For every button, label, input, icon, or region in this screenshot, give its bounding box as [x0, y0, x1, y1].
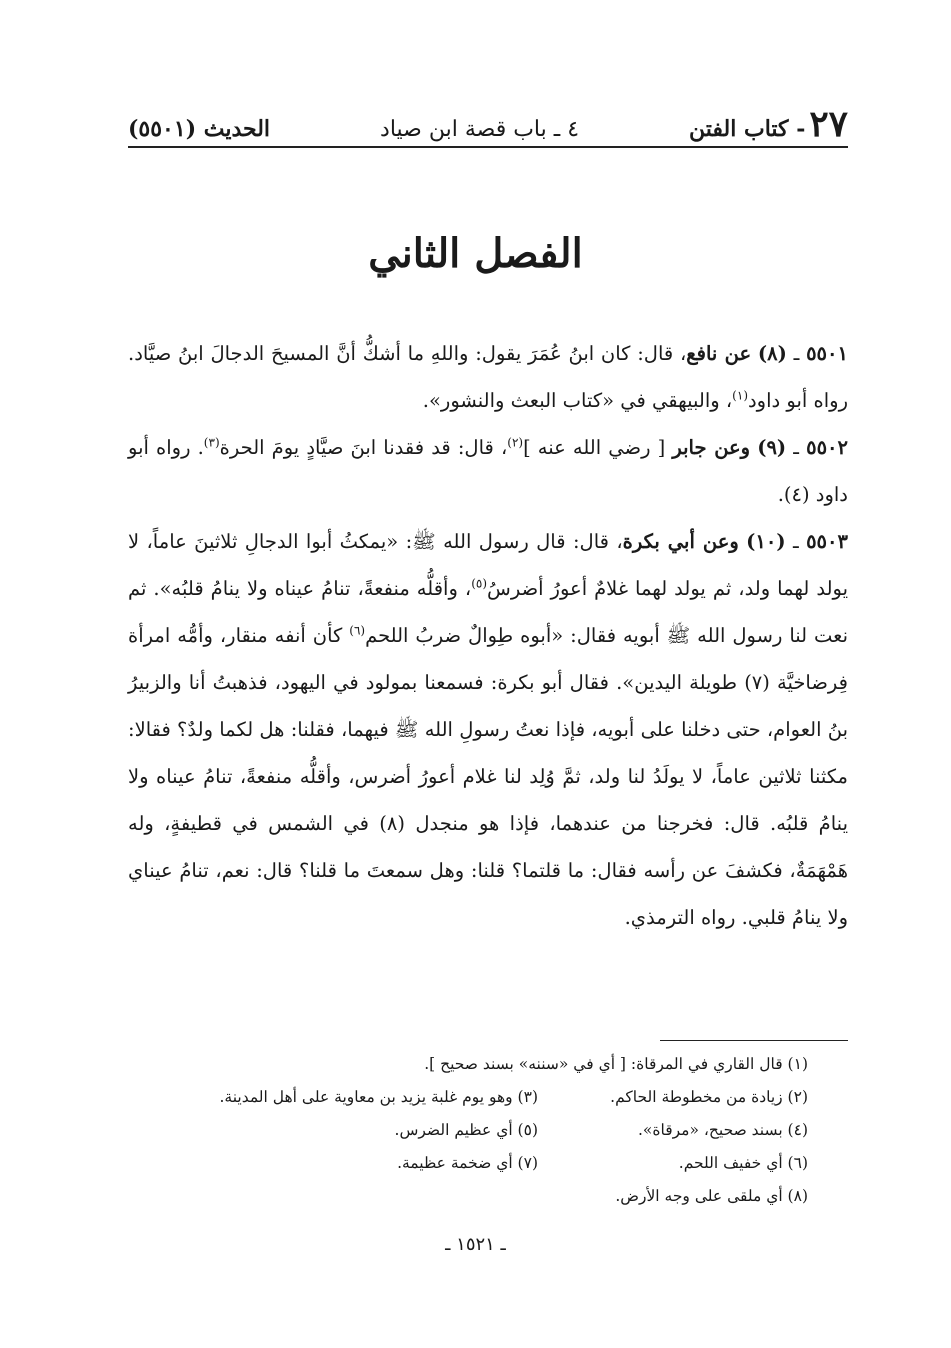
book-title [689, 103, 848, 145]
book-number: ٢٧ [809, 103, 848, 145]
footnotes [128, 1048, 808, 1213]
footnote: (٤) بسند صحيح، «مرقاة». [637, 1121, 808, 1139]
footnote: (٨) أي ملقى على وجه الأرض. [615, 1187, 808, 1205]
footnote-row [128, 1081, 808, 1114]
hadith-text: كأن أنفه منقار، وأمُّه امرأة فِرضاخيَّة (٧) طويلة اليدين». فقال أبو بكرة: فسمعنا بمولود في اليهود، فذهبتُ أنا والزبيرُ بنُ العوام، حتى دخلنا على أبويه، فإذا نعتُ رسولِ الله ﷺ فيهما، فقلنا: هل لكما ولدٌ؟ فقالا: مكثنا ثلاثين عاماً، لا يولَدُ لنا ولد، ثمَّ وُلِد لنا غلام أعورُ أضرس، وأقلُّه منفعةً، تنامُ عيناه ولا ينامُ قلبُه. قال: فخرجنا من عندهما، فإذا هو منجدل (٨) في الشمس في قطيفةٍ، وله هَمْهَمَةٌ، فكشفَ عن رأسه فقال: ما قلتما؟ قلنا: وهل سمعتَ ما قلنا؟ قال: نعم، تنامُ عيناي ولا ينامُ قلبي. رواه الترمذي. [128, 624, 848, 929]
hadith-text: ، قال: قال رسول الله ﷺ: «يمكثُ أبوا الدجالِ ثلاثينَ عاماً، لا يولد لهما ولد، ثم يولد لهما غلامٌ أعورُ أضرسُ [128, 530, 849, 600]
hadith-entry: ٥٥٠١ ـ (٨) عن نافع، قال: كان ابنُ عُمَرَ يقول: واللهِ ما أشكُّ أنَّ المسيحَ الدجالَ ابنُ صيَّاد. رواه أبو داود$^{(١)}$، والبيهقي في «كتاب البعث والنشور». [128, 342, 848, 412]
hadith-text: ، وأقلُّه منفعةً، تنامُ عيناه ولا ينامُ قلبُه». ثم نعت لنا رسول الله ﷺ أبويه فقال: «أبوه طِوالٌ ضربُ اللحم [128, 577, 849, 647]
hadith-text: . رواه أبو داود (٤). [128, 436, 848, 506]
footnote-divider [660, 1040, 848, 1041]
hadith-sub-number: (٩) [757, 436, 787, 459]
footnote-marker: (٦) [349, 623, 366, 638]
hadith-narrator: وعن أبي بكرة [622, 530, 739, 553]
hadith-text: ، قال: قد فقدنا ابنَ صيَّادٍ يومَ الحرة [219, 436, 508, 459]
footnote: (٣) وهو يوم غلبة يزيد بن معاوية على أهل المدينة. [219, 1088, 538, 1106]
chapter-title: ٤ ـ باب قصة ابن صياد [380, 117, 580, 142]
footnote-marker: (٥) [471, 576, 488, 591]
page-number: ـ ١٥٢١ ـ [445, 1234, 506, 1255]
footnote: (٧) أي ضخمة عظيمة. [397, 1154, 538, 1172]
hadith-reference: الحديث (٥٥٠١) [128, 116, 271, 142]
hadith-text: [ رضي الله عنه ] [523, 436, 666, 459]
footnote: (١) قال القاري في المرقاة: [ أي في «سننه» بسند صحيح ]. [424, 1055, 808, 1073]
hadith-number: ٥٥٠٣ [806, 530, 848, 553]
footnote: (٥) أي عظيم الضرس. [394, 1121, 538, 1139]
footnote-row [128, 1114, 808, 1147]
hadith-entry: ٥٥٠٣ ـ (١٠) وعن أبي بكرة، قال: قال رسول الله ﷺ: «يمكثُ أبوا الدجالِ ثلاثينَ عاماً، لا يولد لهما ولد، ثم يولد لهما غلامٌ أعورُ أضرسُ$^{(٥)}$، وأقلُّه منفعةً، تنامُ عيناه ولا ينامُ قلبُه». ثم نعت لنا رسول الله ﷺ أبويه فقال: «أبوه طِوالٌ ضربُ اللحم$^{(٦)}$ كأن أنفه منقار، وأمُّه امرأة فِرضاخيَّة (٧) طويلة اليدين». فقال أبو بكرة: فسمعنا بمولود في اليهود، فذهبتُ أنا والزبيرُ بنُ العوام، حتى دخلنا على أبويه، فإذا نعتُ رسولِ الله ﷺ فيهما، فقلنا: هل لكما ولدٌ؟ فقالا: مكثنا ثلاثين عاماً، لا يولَدُ لنا ولد، ثمَّ وُلِد لنا غلام أعورُ أضرس، وأقلُّه منفعةً، تنامُ عيناه ولا ينامُ قلبُه. قال: فخرجنا من عندهما، فإذا هو منجدل (٨) في الشمس في قطيفةٍ، وله هَمْهَمَةٌ، فكشفَ عن رأسه فقال: ما قلتما؟ قلنا: وهل سمعتَ ما قلنا؟ قال: نعم، تنامُ عيناي ولا ينامُ قلبي. رواه الترمذي. [128, 530, 849, 929]
hadith-entry: ٥٥٠٢ ـ (٩) وعن جابر [ رضي الله عنه ]$^{(٢)}$، قال: قد فقدنا ابنَ صيَّادٍ يومَ الحرة$^{(٣)}$. رواه أبو داود (٤). [128, 435, 848, 506]
footnote-marker: (٣) [203, 435, 220, 450]
footnote-row [128, 1180, 808, 1213]
hadith-number: ٥٥٠٢ [806, 436, 848, 459]
footnote: (٢) زيادة من مخطوطة الحاكم. [610, 1088, 808, 1106]
footnote-marker: (٢) [507, 435, 524, 450]
running-header [128, 96, 848, 145]
book-name: - كتاب الفتن [689, 116, 806, 142]
hadith-narrator: وعن جابر [672, 436, 751, 459]
hadith-number: ٥٥٠١ [806, 342, 848, 365]
footnote-row [128, 1147, 808, 1180]
hadith-narrator: عن نافع [686, 342, 752, 365]
section-title: الفصل الثاني [368, 230, 583, 277]
main-text [128, 330, 848, 941]
header-divider [128, 146, 848, 148]
hadith-sub-number: (١٠) [746, 530, 786, 553]
hadith-text: ، والبيهقي في «كتاب البعث والنشور». [422, 389, 733, 412]
footnote-marker: (١) [732, 388, 748, 403]
footnote: (٦) أي خفيف اللحم. [678, 1154, 808, 1172]
footnote-row [128, 1048, 808, 1081]
hadith-text: ، قال: كان ابنُ عُمَرَ يقول: واللهِ ما أشكُّ أنَّ المسيحَ الدجالَ ابنُ صيَّاد. رواه أبو داود [128, 342, 848, 412]
hadith-sub-number: (٨) [757, 342, 787, 365]
